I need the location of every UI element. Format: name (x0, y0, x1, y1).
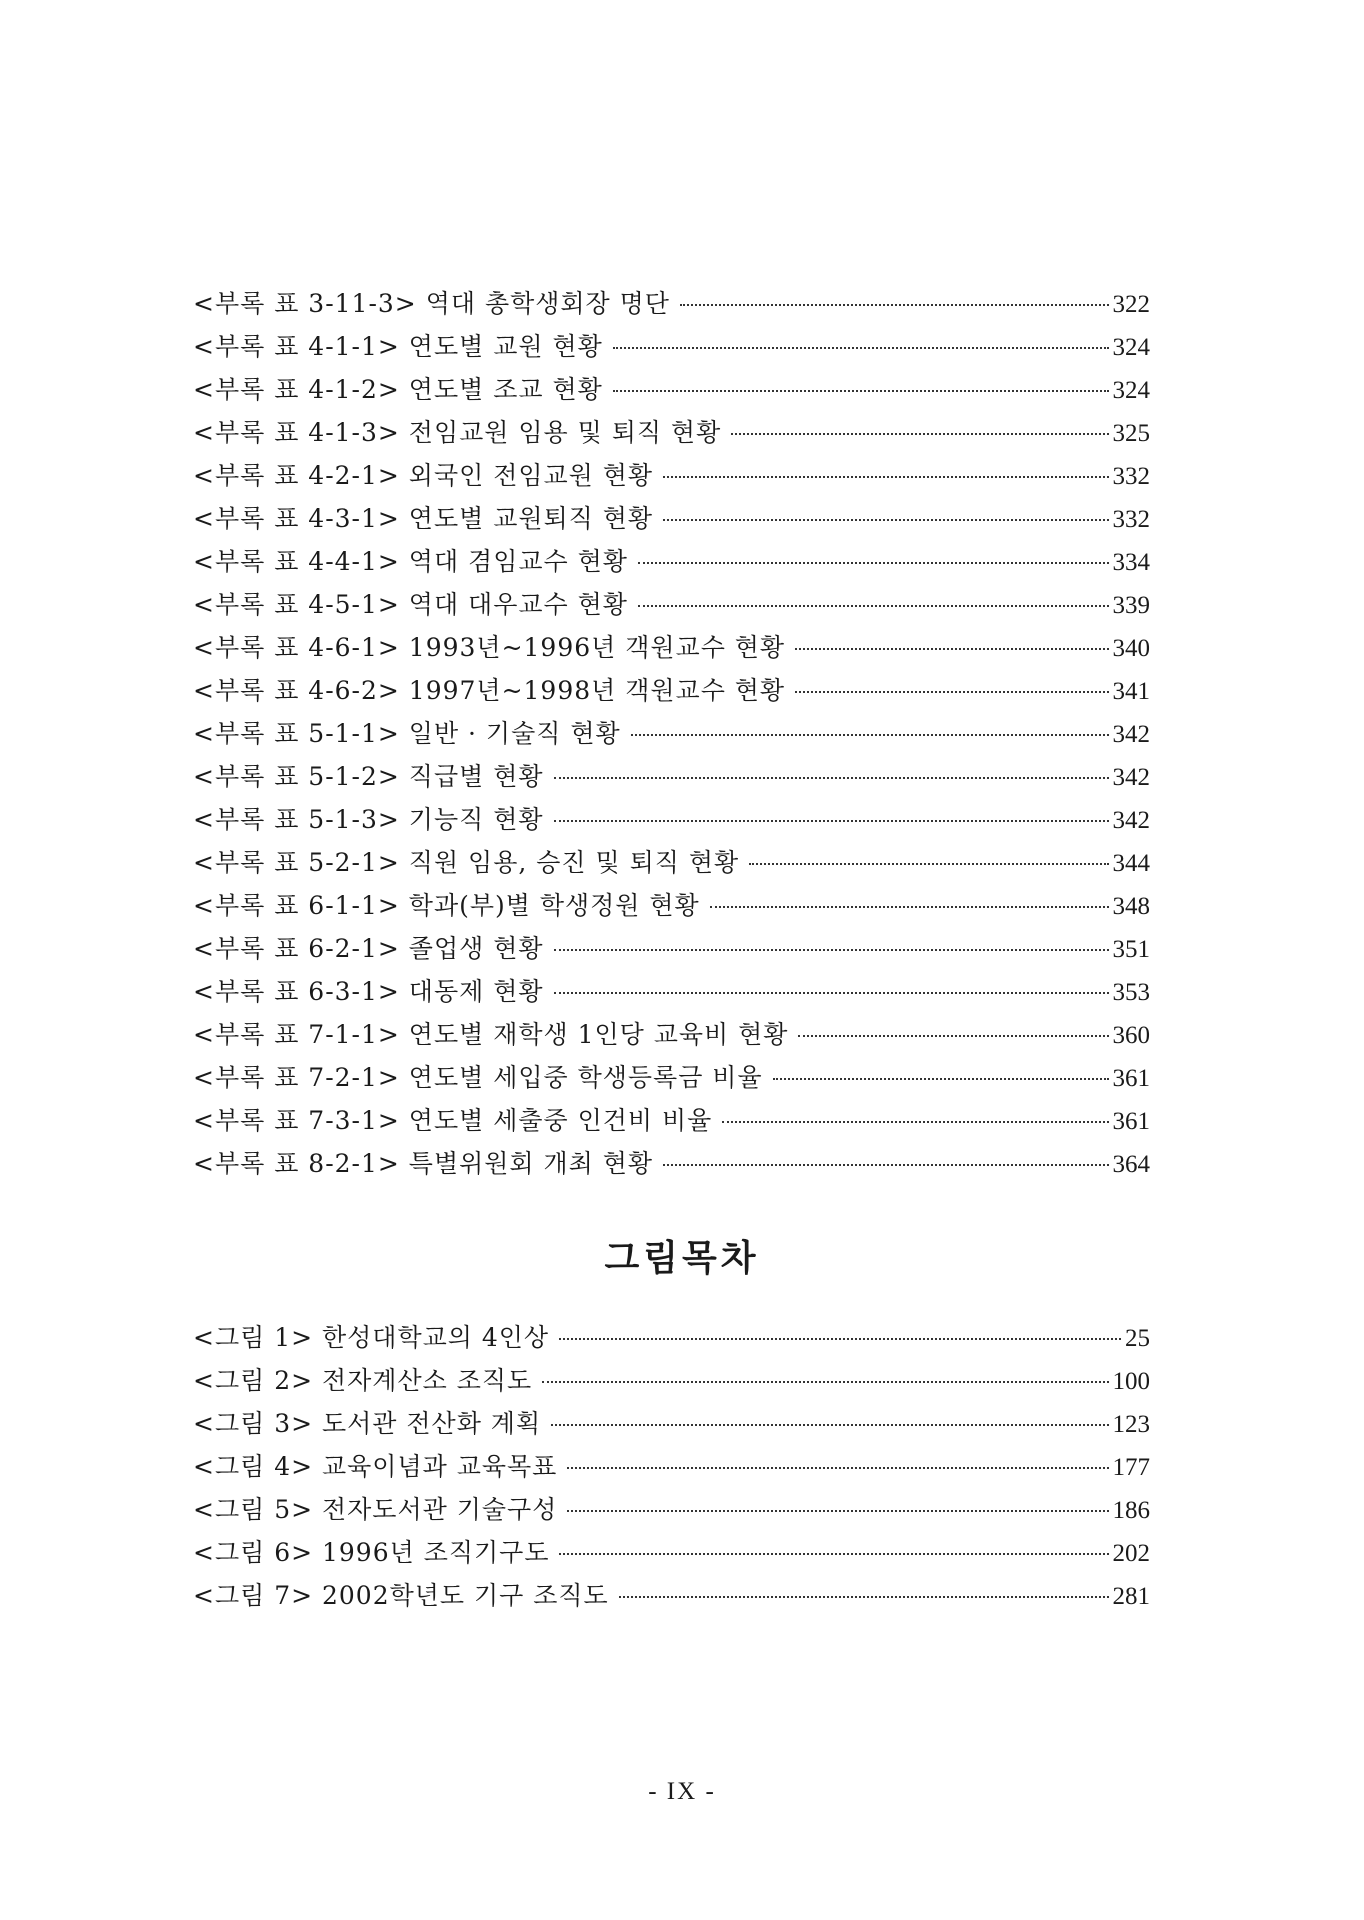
toc-entry-title: <그림 1> 한성대학교의 4인상 (193, 1323, 550, 1352)
toc-entry-page: 361 (1112, 1108, 1150, 1135)
dot-leader (619, 1596, 1109, 1598)
dot-leader (554, 992, 1109, 994)
toc-entry[interactable] (193, 1056, 1150, 1099)
toc-entry-page: 344 (1112, 850, 1150, 877)
dot-leader (559, 1338, 1121, 1340)
dot-leader (559, 1553, 1108, 1555)
toc-entry-page: 364 (1112, 1151, 1150, 1178)
toc-entry-title: <부록 표 5-1-2> 직급별 현황 (193, 762, 544, 791)
toc-entry[interactable] (193, 1531, 1150, 1574)
toc-entry-title: <부록 표 4-6-1> 1993년~1996년 객원교수 현황 (193, 633, 786, 662)
toc-entry[interactable] (193, 497, 1150, 540)
page-number: - IX - (648, 1778, 716, 1805)
toc-entry[interactable] (193, 282, 1150, 325)
toc-entry-page: 342 (1112, 807, 1150, 834)
dot-leader (542, 1381, 1108, 1383)
toc-entry-title: <그림 7> 2002학년도 기구 조직도 (193, 1581, 609, 1610)
dot-leader (631, 734, 1109, 736)
dot-leader (567, 1510, 1108, 1512)
toc-entry-title: <부록 표 4-3-1> 연도별 교원퇴직 현황 (193, 504, 654, 533)
toc-entry-page: 25 (1125, 1325, 1150, 1352)
toc-entry-page: 281 (1112, 1583, 1150, 1610)
toc-entry-title: <부록 표 5-1-1> 일반 · 기술직 현황 (193, 719, 621, 748)
toc-entry-page: 351 (1112, 936, 1150, 963)
toc-entry[interactable] (193, 1142, 1150, 1185)
toc-entry-page: 100 (1112, 1368, 1150, 1395)
toc-entry[interactable] (193, 884, 1150, 927)
toc-entry-page: 340 (1112, 635, 1150, 662)
dot-leader (551, 1424, 1108, 1426)
dot-leader (663, 1164, 1108, 1166)
toc-entry-page: 202 (1112, 1540, 1150, 1567)
toc-entry-title: <부록 표 6-1-1> 학과(부)별 학생정원 현황 (193, 891, 700, 920)
dot-leader (613, 347, 1109, 349)
toc-entry[interactable] (193, 1013, 1150, 1056)
toc-entry-page: 186 (1112, 1497, 1150, 1524)
toc-entry-title: <부록 표 5-2-1> 직원 임용, 승진 및 퇴직 현황 (193, 848, 740, 877)
toc-entry[interactable] (193, 669, 1150, 712)
toc-entry-title: <그림 2> 전자계산소 조직도 (193, 1366, 533, 1395)
toc-entry-page: 332 (1112, 463, 1150, 490)
toc-entry-page: 334 (1112, 549, 1150, 576)
toc-entry[interactable] (193, 841, 1150, 884)
toc-entry[interactable] (193, 1359, 1150, 1402)
toc-entry-title: <그림 5> 전자도서관 기술구성 (193, 1495, 558, 1524)
dot-leader (638, 605, 1109, 607)
toc-entry-page: 361 (1112, 1065, 1150, 1092)
toc-entry-page: 339 (1112, 592, 1150, 619)
toc-entry[interactable] (193, 798, 1150, 841)
dot-leader (710, 906, 1109, 908)
dot-leader (798, 1035, 1108, 1037)
toc-entry[interactable] (193, 368, 1150, 411)
toc-entry-page: 342 (1112, 721, 1150, 748)
toc-entry-title: <그림 6> 1996년 조직기구도 (193, 1538, 550, 1567)
toc-entry-page: 123 (1112, 1411, 1150, 1438)
toc-entry-title: <부록 표 4-6-2> 1997년~1998년 객원교수 현황 (193, 676, 786, 705)
figures-section-title: 그림목차 (604, 1237, 760, 1279)
toc-entry[interactable] (193, 1316, 1150, 1359)
toc-entry[interactable] (193, 1402, 1150, 1445)
dot-leader (795, 648, 1108, 650)
toc-entry-title: <부록 표 4-1-3> 전임교원 임용 및 퇴직 현황 (193, 418, 722, 447)
toc-entry-page: 324 (1112, 334, 1150, 361)
toc-entry[interactable] (193, 411, 1150, 454)
toc-entry[interactable] (193, 1099, 1150, 1142)
appendix-table-list (193, 282, 1150, 1185)
toc-entry-title: <부록 표 4-4-1> 역대 겸임교수 현황 (193, 547, 628, 576)
toc-entry[interactable] (193, 1488, 1150, 1531)
toc-entry-title: <부록 표 7-3-1> 연도별 세출중 인건비 비율 (193, 1106, 713, 1135)
toc-entry-page: 348 (1112, 893, 1150, 920)
toc-entry[interactable] (193, 970, 1150, 1013)
toc-entry-page: 177 (1112, 1454, 1150, 1481)
toc-entry-page: 322 (1112, 291, 1150, 318)
toc-entry[interactable] (193, 1574, 1150, 1617)
toc-entry-page: 324 (1112, 377, 1150, 404)
dot-leader (663, 476, 1108, 478)
dot-leader (795, 691, 1108, 693)
toc-entry-page: 341 (1112, 678, 1150, 705)
toc-entry-title: <부록 표 7-2-1> 연도별 세입중 학생등록금 비율 (193, 1063, 763, 1092)
dot-leader (613, 390, 1109, 392)
toc-entry[interactable] (193, 755, 1150, 798)
dot-leader (749, 863, 1108, 865)
toc-entry-title: <부록 표 4-1-1> 연도별 교원 현황 (193, 332, 603, 361)
toc-entry-page: 332 (1112, 506, 1150, 533)
dot-leader (680, 304, 1109, 306)
toc-entry[interactable] (193, 540, 1150, 583)
toc-entry-title: <부록 표 8-2-1> 특별위원회 개최 현황 (193, 1149, 654, 1178)
dot-leader (722, 1121, 1108, 1123)
toc-entry-title: <부록 표 6-3-1> 대동제 현황 (193, 977, 544, 1006)
toc-entry-title: <부록 표 4-1-2> 연도별 조교 현황 (193, 375, 603, 404)
toc-entry-page: 325 (1112, 420, 1150, 447)
toc-entry[interactable] (193, 1445, 1150, 1488)
toc-entry-title: <그림 4> 교육이념과 교육목표 (193, 1452, 558, 1481)
toc-entry-title: <부록 표 4-2-1> 외국인 전임교원 현황 (193, 461, 654, 490)
dot-leader (567, 1467, 1108, 1469)
dot-leader (554, 949, 1109, 951)
dot-leader (554, 777, 1109, 779)
toc-entry-title: <그림 3> 도서관 전산화 계획 (193, 1409, 542, 1438)
toc-entry-title: <부록 표 7-1-1> 연도별 재학생 1인당 교육비 현황 (193, 1020, 789, 1049)
toc-entry[interactable] (193, 325, 1150, 368)
toc-entry[interactable] (193, 583, 1150, 626)
dot-leader (638, 562, 1109, 564)
figure-list (193, 1316, 1150, 1617)
dot-leader (663, 519, 1108, 521)
toc-entry[interactable] (193, 927, 1150, 970)
toc-entry-page: 342 (1112, 764, 1150, 791)
dot-leader (773, 1078, 1109, 1080)
toc-entry-page: 353 (1112, 979, 1150, 1006)
toc-entry-title: <부록 표 3-11-3> 역대 총학생회장 명단 (193, 289, 670, 318)
toc-entry-title: <부록 표 5-1-3> 기능직 현황 (193, 805, 544, 834)
toc-entry[interactable] (193, 626, 1150, 669)
dot-leader (731, 433, 1108, 435)
toc-entry-title: <부록 표 4-5-1> 역대 대우교수 현황 (193, 590, 628, 619)
toc-entry[interactable] (193, 712, 1150, 755)
dot-leader (554, 820, 1109, 822)
toc-entry-page: 360 (1112, 1022, 1150, 1049)
toc-entry[interactable] (193, 454, 1150, 497)
toc-entry-title: <부록 표 6-2-1> 졸업생 현황 (193, 934, 544, 963)
